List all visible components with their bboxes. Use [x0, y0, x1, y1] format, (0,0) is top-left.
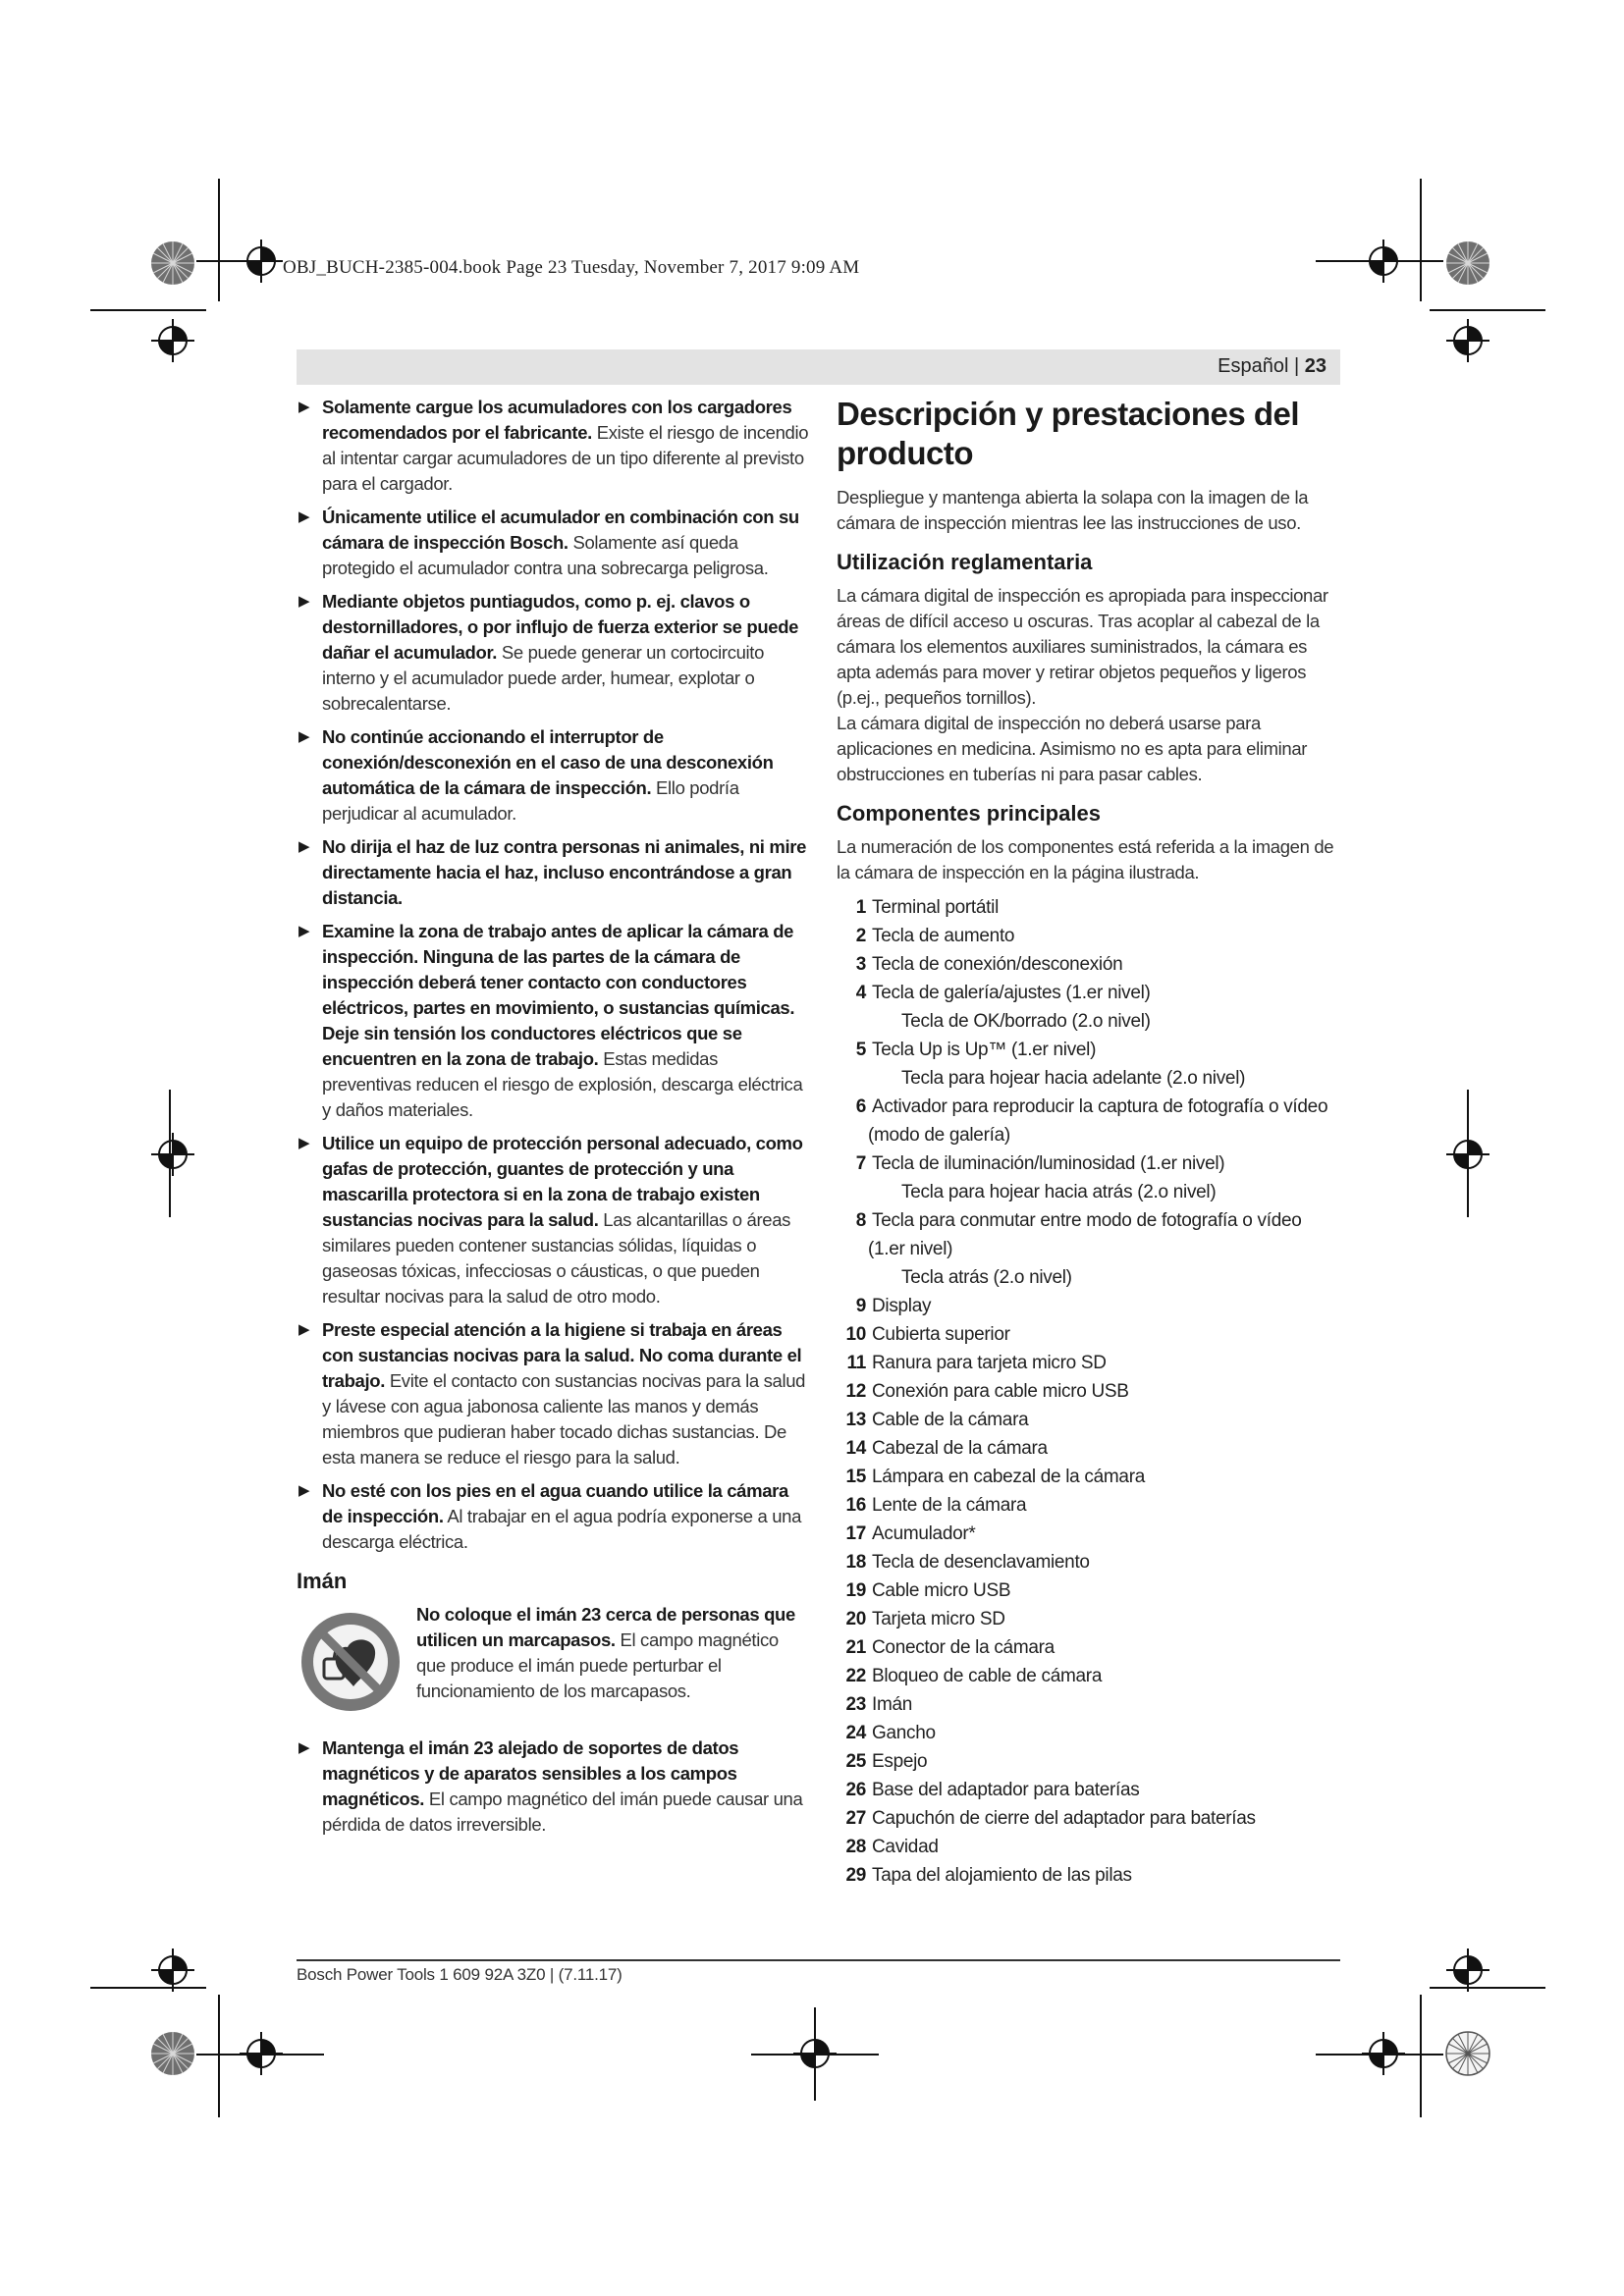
footer-divider	[297, 1959, 1340, 1961]
component-number: 3	[855, 954, 866, 975]
registration-target-icon	[151, 1949, 194, 1992]
component-label: Tecla de iluminación/luminosidad (1.er nivel)	[872, 1153, 1225, 1174]
component-item	[837, 1833, 1339, 1861]
iman-heading: Imán	[297, 1569, 348, 1593]
registration-target-icon	[151, 1133, 194, 1176]
component-number: 17	[845, 1523, 866, 1544]
components-intro: La numeración de los componentes está referida a la imagen de la cámara de inspección en la página ilustrada.	[837, 836, 1334, 882]
component-number: 6	[855, 1096, 866, 1117]
component-label: Lente de la cámara	[872, 1495, 1027, 1516]
component-item	[837, 1861, 1339, 1890]
print-info: OBJ_BUCH-2385-004.book Page 23 Tuesday, November 7, 2017 9:09 AM	[283, 257, 860, 278]
component-number: 1	[855, 897, 866, 918]
component-item	[837, 1605, 1339, 1633]
component-item	[837, 1520, 1339, 1548]
components-list	[837, 893, 1339, 1890]
component-item	[837, 1690, 1339, 1719]
component-item	[837, 1662, 1339, 1690]
starburst-target-icon	[149, 240, 196, 287]
registration-target-icon	[793, 2032, 837, 2075]
usage-heading: Utilización reglamentaria	[837, 550, 1093, 574]
starburst-target-icon	[1444, 2030, 1491, 2077]
safety-bullet: ▶ No esté con los pies en el agua cuando utilice la cámara de inspección. Al trabajar en el agua podría exponerse a una descarga eléctrica.	[298, 1480, 802, 1552]
component-label: Terminal portátil	[872, 897, 1000, 918]
component-label: Lámpara en cabezal de la cámara	[872, 1467, 1145, 1487]
component-number: 15	[845, 1467, 866, 1487]
component-label: Tecla de conexión/desconexión	[872, 954, 1123, 975]
component-item	[837, 1093, 1339, 1149]
component-label: Tecla de galería/ajustes (1.er nivel)	[872, 983, 1151, 1003]
intro-paragraph: Despliegue y mantenga abierta la solapa con la imagen de la cámara de inspección mientras lee las instrucciones de uso.	[837, 487, 1309, 533]
component-number: 9	[855, 1296, 866, 1316]
component-label: Cabezal de la cámara	[872, 1438, 1048, 1459]
page-footer: Bosch Power Tools 1 609 92A 3Z0 | (7.11.17)	[297, 1965, 623, 1984]
component-item	[837, 1747, 1339, 1776]
bullet-triangle-icon: ▶	[298, 1482, 310, 1499]
component-item	[837, 1719, 1339, 1747]
component-number: 8	[855, 1210, 866, 1231]
bullet-triangle-icon: ▶	[298, 508, 310, 525]
component-sublabel: Tecla para hojear hacia adelante (2.o nivel)	[901, 1068, 1246, 1089]
component-number: 13	[845, 1410, 866, 1430]
component-item	[837, 1576, 1339, 1605]
component-label: Espejo	[872, 1751, 928, 1772]
component-number: 20	[845, 1609, 866, 1629]
component-label: Conector de la cámara	[872, 1637, 1055, 1658]
component-number: 27	[845, 1808, 866, 1829]
component-label: Conexión para cable micro USB	[872, 1381, 1129, 1402]
bullet-triangle-icon: ▶	[298, 923, 310, 939]
component-item	[837, 1804, 1339, 1833]
component-number: 19	[845, 1580, 866, 1601]
component-item	[837, 1292, 1339, 1320]
component-number: 28	[845, 1837, 866, 1857]
component-number: 4	[855, 983, 866, 1003]
component-label: Imán	[872, 1694, 913, 1715]
component-number: 26	[845, 1780, 866, 1800]
component-label: Tecla para conmutar entre modo de fotografía o vídeo (1.er nivel)	[868, 1210, 1302, 1259]
bullet-triangle-icon: ▶	[298, 399, 310, 415]
page-header	[297, 349, 1340, 385]
component-label: Acumulador*	[872, 1523, 976, 1544]
component-label: Cubierta superior	[872, 1324, 1010, 1345]
component-item	[837, 1463, 1339, 1491]
component-item	[837, 893, 1339, 922]
safety-bullet: ▶ Preste especial atención a la higiene si trabaja en áreas con sustancias nocivas para la salud. No coma durante el trabajo. Evite el contacto con sustancias nocivas para la salud y lávese con agua jabonosa caliente las manos y demás miembros que pudieran haber tocado dichas sustancias. De esta manera se reduce el riesgo para la salud.	[298, 1319, 806, 1468]
safety-bullet: ▶ Mantenga el imán 23 alejado de soportes de datos magnéticos y de aparatos sensibles a los campos magnéticos. El campo magnético del imán puede causar una pérdida de datos irreversible.	[298, 1737, 803, 1835]
section-title: Descripción y prestaciones del producto	[837, 396, 1300, 471]
component-label: Activador para reproducir la captura de fotografía o vídeo (modo de galería)	[868, 1096, 1328, 1146]
component-label: Cable de la cámara	[872, 1410, 1029, 1430]
component-number: 2	[855, 926, 866, 946]
magnet-warning-text: No coloque el imán 23 cerca de personas que utilicen un marcapasos. El campo magnético que produce el imán puede perturbar el funcionamiento de los marcapasos.	[416, 1604, 795, 1701]
component-item	[837, 1776, 1339, 1804]
component-label: Tecla de aumento	[872, 926, 1015, 946]
usage-paragraph: La cámara digital de inspección es apropiada para inspeccionar áreas de difícil acceso u oscuras. Tras acoplar al cabezal de la cámara los elementos auxiliares suministrados, la cámara es apta además para mover y retirar objetos pequeños y ligeros (p.ej., pequeños tornillos).	[837, 585, 1328, 708]
component-number: 25	[845, 1751, 866, 1772]
safety-bullet: ▶ Examine la zona de trabajo antes de aplicar la cámara de inspección. Ninguna de las partes de la cámara de inspección deberá tener contacto con conductores eléctricos, partes en movimiento, o sustancias químicas. Deje sin tensión los conductores eléctricos que se encuentren en la zona de trabajo. Estas medidas preventivas reducen el riesgo de explosión, descarga eléctrica y daños materiales.	[298, 921, 803, 1120]
component-number: 18	[845, 1552, 866, 1573]
component-number: 23	[845, 1694, 866, 1715]
component-item	[837, 1377, 1339, 1406]
starburst-target-icon	[1444, 240, 1491, 287]
registration-target-icon	[1446, 1133, 1489, 1176]
component-number: 14	[845, 1438, 866, 1459]
bullet-triangle-icon: ▶	[298, 838, 310, 855]
component-label: Tapa del alojamiento de las pilas	[872, 1865, 1132, 1886]
component-item	[837, 1434, 1339, 1463]
component-item	[837, 1548, 1339, 1576]
safety-bullet: ▶ Mediante objetos puntiagudos, como p. ej. clavos o destornilladores, o por influjo de fuerza exterior se puede dañar el acumulador. Se puede generar un cortocircuito interno y el acumulador puede arder, humear, explotar o sobrecalentarse.	[298, 591, 799, 714]
component-item	[837, 922, 1339, 950]
component-sublabel: Tecla atrás (2.o nivel)	[901, 1267, 1072, 1288]
component-label: Cavidad	[872, 1837, 939, 1857]
registration-target-icon	[1446, 1949, 1489, 1992]
component-label: Capuchón de cierre del adaptador para baterías	[872, 1808, 1256, 1829]
registration-target-icon	[240, 2032, 283, 2075]
component-number: 10	[845, 1324, 866, 1345]
component-number: 12	[845, 1381, 866, 1402]
component-number: 16	[845, 1495, 866, 1516]
safety-bullet: ▶ Utilice un equipo de protección personal adecuado, como gafas de protección, guantes de protección y una mascarilla protectora si en la zona de trabajo existen sustancias nocivas para la salud. Las alcantarillas o áreas similares pueden contener sustancias sólidas, líquidas o gaseosas tóxicas, infecciosas o cáusticas, o que pueden resultar nocivas para la salud de otro modo.	[298, 1133, 803, 1307]
component-item	[837, 1491, 1339, 1520]
registration-target-icon	[1446, 319, 1489, 362]
component-label: Ranura para tarjeta micro SD	[872, 1353, 1107, 1373]
component-label: Tecla Up is Up™ (1.er nivel)	[872, 1040, 1097, 1060]
component-label: Cable micro USB	[872, 1580, 1011, 1601]
registration-target-icon	[1362, 2032, 1405, 2075]
pacemaker-prohibited-icon	[297, 1608, 405, 1716]
registration-target-icon	[151, 319, 194, 362]
component-number: 11	[846, 1353, 866, 1373]
component-item	[837, 1406, 1339, 1434]
safety-bullet: ▶ Únicamente utilice el acumulador en combinación con su cámara de inspección Bosch. Solamente así queda protegido el acumulador contra una sobrecarga peligrosa.	[298, 507, 799, 578]
components-heading: Componentes principales	[837, 801, 1101, 826]
component-label: Tecla de desenclavamiento	[872, 1552, 1090, 1573]
component-number: 7	[855, 1153, 866, 1174]
usage-paragraph: La cámara digital de inspección no deberá usarse para aplicaciones en medicina. Asimismo no es apta para eliminar obstrucciones en tuberías ni para pasar cables.	[837, 713, 1308, 784]
left-column	[297, 395, 809, 1845]
registration-target-icon	[1362, 240, 1405, 283]
safety-bullet: ▶ No continúe accionando el interruptor de conexión/desconexión en el caso de una desconexión automática de la cámara de inspección. Ello podría perjudicar al acumulador.	[298, 726, 774, 824]
component-item	[837, 1149, 1339, 1206]
starburst-target-icon	[149, 2030, 196, 2077]
bullet-triangle-icon: ▶	[298, 1321, 310, 1338]
component-sublabel: Tecla para hojear hacia atrás (2.o nivel)	[901, 1182, 1217, 1202]
component-number: 24	[845, 1723, 866, 1743]
component-sublabel: Tecla de OK/borrado (2.o nivel)	[901, 1011, 1151, 1032]
component-number: 5	[855, 1040, 866, 1060]
header-page-label: Español | 23	[1218, 355, 1326, 377]
component-label: Display	[872, 1296, 932, 1316]
component-label: Bloqueo de cable de cámara	[872, 1666, 1103, 1686]
component-label: Base del adaptador para baterías	[872, 1780, 1140, 1800]
component-label: Tarjeta micro SD	[872, 1609, 1005, 1629]
safety-bullet: ▶ Solamente cargue los acumuladores con los cargadores recomendados por el fabricante. Existe el riesgo de incendio al intentar cargar acumuladores de un tipo diferente al previsto para el cargador.	[298, 397, 809, 494]
component-item	[837, 1349, 1339, 1377]
component-item	[837, 979, 1339, 1036]
component-item	[837, 1320, 1339, 1349]
bullet-triangle-icon: ▶	[298, 1739, 310, 1756]
component-number: 22	[845, 1666, 866, 1686]
safety-bullet: ▶ No dirija el haz de luz contra personas ni animales, ni mire directamente hacia el haz, incluso encontrándose a gran distancia.	[298, 836, 807, 908]
registration-target-icon	[240, 240, 283, 283]
component-item	[837, 1633, 1339, 1662]
component-number: 29	[845, 1865, 866, 1886]
component-label: Gancho	[872, 1723, 936, 1743]
bullet-triangle-icon: ▶	[298, 593, 310, 610]
bullet-triangle-icon: ▶	[298, 728, 310, 745]
component-number: 21	[845, 1637, 866, 1658]
magnet-warning	[297, 1602, 809, 1716]
component-item	[837, 1036, 1339, 1093]
bullet-triangle-icon: ▶	[298, 1135, 310, 1151]
component-item	[837, 950, 1339, 979]
component-item	[837, 1206, 1339, 1292]
right-column	[837, 395, 1339, 1890]
